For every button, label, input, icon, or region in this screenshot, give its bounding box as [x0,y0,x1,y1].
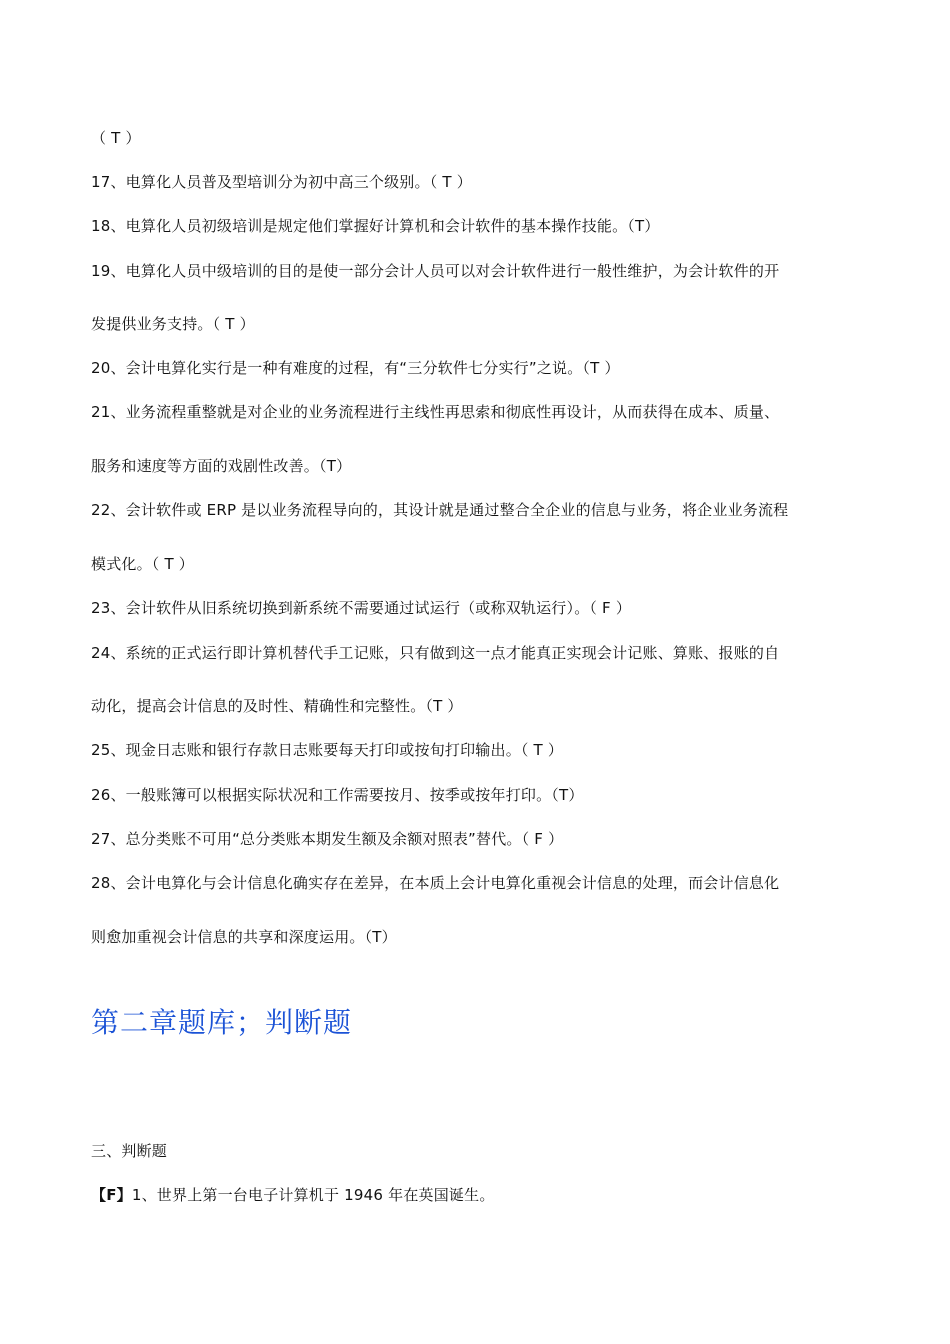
chapter2-question-1 [91,1185,871,1205]
question-19-line2: 发提供业务支持。（ T ） [91,315,255,333]
chapter-heading: 第二章题库；判断题 [91,1006,353,1039]
question-21-line2: 服务和速度等方面的戏剧性改善。（T） [91,457,352,475]
question-27: 27、总分类账不可用“总分类账本期发生额及余额对照表”替代。（ F ） [91,830,564,848]
answer-badge: 【F】 [91,1186,132,1204]
answer-line-16-cont: （ T ） [91,129,141,147]
question-18: 18、电算化人员初级培训是规定他们掌握好计算机和会计软件的基本操作技能。（T） [91,217,660,235]
question-24-line1: 24、系统的正式运行即计算机替代手工记账，只有做到这一点才能真正实现会计记账、算账、报账的自 [91,644,780,662]
question-text: 1、世界上第一台电子计算机于 1946 年在英国诞生。 [131,1186,495,1204]
question-19-line1: 19、电算化人员中级培训的目的是使一部分会计人员可以对会计软件进行一般性维护，为会计软件的开 [91,262,780,280]
question-22-line1: 22、会计软件或 ERP 是以业务流程导向的，其设计就是通过整合全企业的信息与业务，将企业业务流程 [91,501,789,519]
question-23: 23、会计软件从旧系统切换到新系统不需要通过试运行（或称双轨运行）。（ F ） [91,599,632,617]
question-21-line1: 21、业务流程重整就是对企业的业务流程进行主线性再思索和彻底性再设计，从而获得在成本、质量、 [91,403,780,421]
question-24-line2: 动化，提高会计信息的及时性、精确性和完整性。（T ） [91,697,463,715]
question-25: 25、现金日志账和银行存款日志账要每天打印或按旬打印输出。（ T ） [91,741,564,759]
question-28-line1: 28、会计电算化与会计信息化确实存在差异，在本质上会计电算化重视会计信息的处理，而会计信息化 [91,874,780,892]
section-label: 三、判断题 [91,1142,168,1160]
question-17: 17、电算化人员普及型培训分为初中高三个级别。（ T ） [91,173,472,191]
question-22-line2: 模式化。（ T ） [91,555,194,573]
question-26: 26、一般账簿可以根据实际状况和工作需要按月、按季或按年打印。（T） [91,786,584,804]
question-28-line2: 则愈加重视会计信息的共享和深度运用。（T） [91,928,397,946]
question-20: 20、会计电算化实行是一种有难度的过程，有“三分软件七分实行”之说。（T ） [91,359,620,377]
